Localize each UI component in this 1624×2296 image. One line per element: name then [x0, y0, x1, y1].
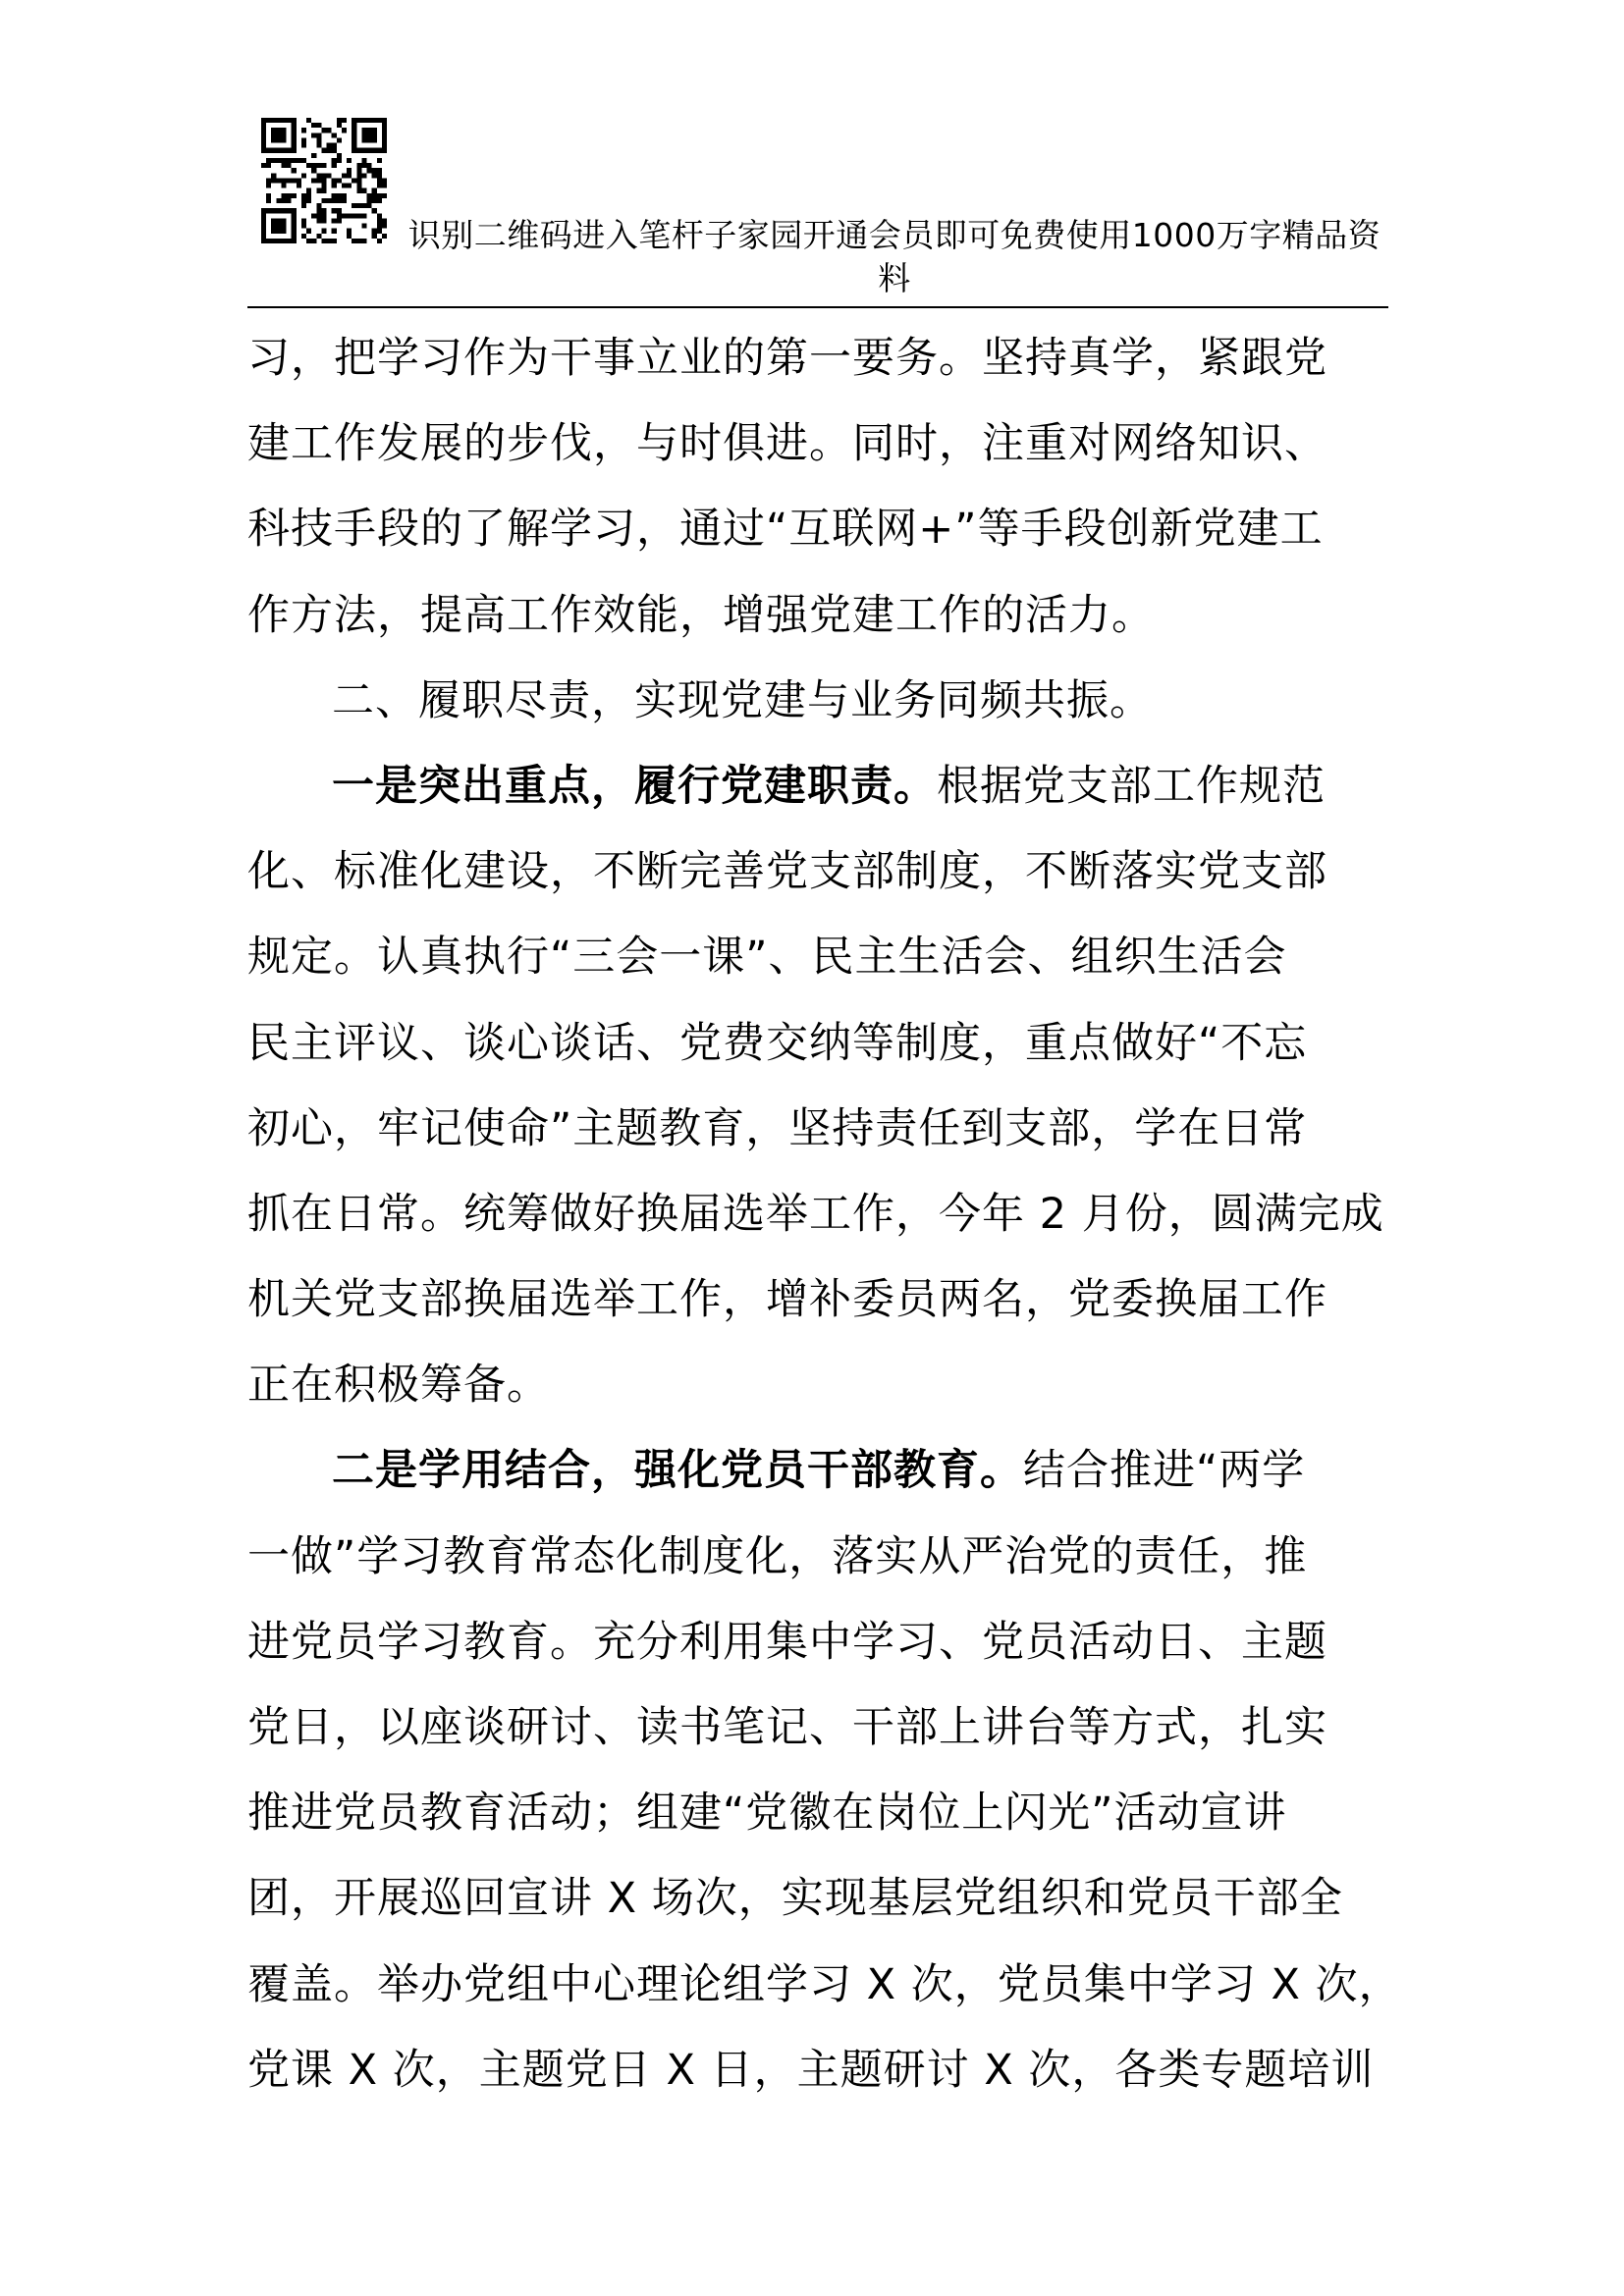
text-line — [247, 316, 1392, 401]
text-line — [247, 829, 1392, 915]
header-divider — [247, 306, 1388, 308]
line-text: 推进党员教育活动；组建“党徽在岗位上闪光”活动宣讲 — [247, 1789, 1287, 1839]
text-line — [247, 659, 1392, 744]
text-line — [247, 487, 1392, 572]
line-text: 建工作发展的步伐，与时俱进。同时，注重对网络知识、 — [247, 419, 1327, 469]
header-notice-line2: 料 — [878, 259, 911, 297]
text-line — [247, 1771, 1392, 1856]
bold-lead-phrase: 一是突出重点，履行党建职责。 — [332, 761, 937, 811]
text-line — [247, 1001, 1392, 1087]
text-line — [247, 744, 1392, 829]
text-line — [247, 1685, 1392, 1771]
line-text: 根据党支部工作规范 — [937, 761, 1326, 811]
text-line — [247, 1515, 1392, 1600]
text-line — [247, 915, 1392, 1000]
text-line — [247, 1257, 1392, 1343]
line-text: 正在积极筹备。 — [247, 1361, 550, 1411]
line-text: 民主评议、谈心谈话、党费交纳等制度，重点做好“不忘 — [247, 1018, 1308, 1068]
line-text: 化、标准化建设，不断完善党支部制度，不断落实党支部 — [247, 847, 1327, 897]
line-text: 抓在日常。统筹做好换届选举工作，今年 2 月份，圆满完成 — [247, 1189, 1384, 1239]
line-text: 规定。认真执行“三会一课”、民主生活会、组织生活会 — [247, 933, 1287, 983]
header-notice — [389, 214, 1400, 300]
document-body — [247, 316, 1402, 2113]
line-text: 党课 X 次，主题党日 X 日，主题研讨 X 次，各类专题培训 — [247, 2045, 1375, 2095]
text-line — [247, 1087, 1392, 1172]
text-line — [247, 573, 1392, 659]
line-text: 结合推进“两学 — [1023, 1446, 1306, 1496]
text-line — [247, 1943, 1402, 2028]
text-line — [247, 2028, 1392, 2113]
line-text: 党日，以座谈研讨、读书笔记、干部上讲台等方式，扎实 — [247, 1703, 1327, 1752]
bold-lead-phrase: 二是学用结合，强化党员干部教育。 — [332, 1446, 1023, 1496]
qr-code-icon — [261, 118, 387, 243]
text-line — [247, 1600, 1392, 1685]
line-text: 一做”学习教育常态化制度化，落实从严治党的责任，推 — [247, 1531, 1308, 1581]
line-text: 团，开展巡回宣讲 X 场次，实现基层党组织和党员干部全 — [247, 1874, 1343, 1924]
line-text: 二、履职尽责，实现党建与业务同频共振。 — [332, 675, 1153, 725]
line-text: 作方法，提高工作效能，增强党建工作的活力。 — [247, 590, 1155, 640]
line-text: 习，把学习作为干事立业的第一要务。坚持真学，紧跟党 — [247, 334, 1327, 383]
line-text: 科技手段的了解学习，通过“互联网+”等手段创新党建工 — [247, 505, 1324, 555]
text-line — [247, 1428, 1392, 1514]
line-text: 初心，牢记使命”主题教育，坚持责任到支部，学在日常 — [247, 1103, 1308, 1153]
header-notice-line1: 识别二维码进入笔杆子家园开通会员即可免费使用1000万字精品资 — [407, 216, 1381, 254]
line-text: 机关党支部换届选举工作，增补委员两名，党委换届工作 — [247, 1275, 1327, 1325]
text-line — [247, 1856, 1392, 1942]
line-text: 覆盖。举办党组中心理论组学习 X 次，党员集中学习 X 次， — [247, 1959, 1402, 2009]
text-line — [247, 401, 1392, 487]
text-line — [247, 1343, 1392, 1428]
line-text: 进党员学习教育。充分利用集中学习、党员活动日、主题 — [247, 1617, 1327, 1667]
text-line — [247, 1172, 1392, 1257]
